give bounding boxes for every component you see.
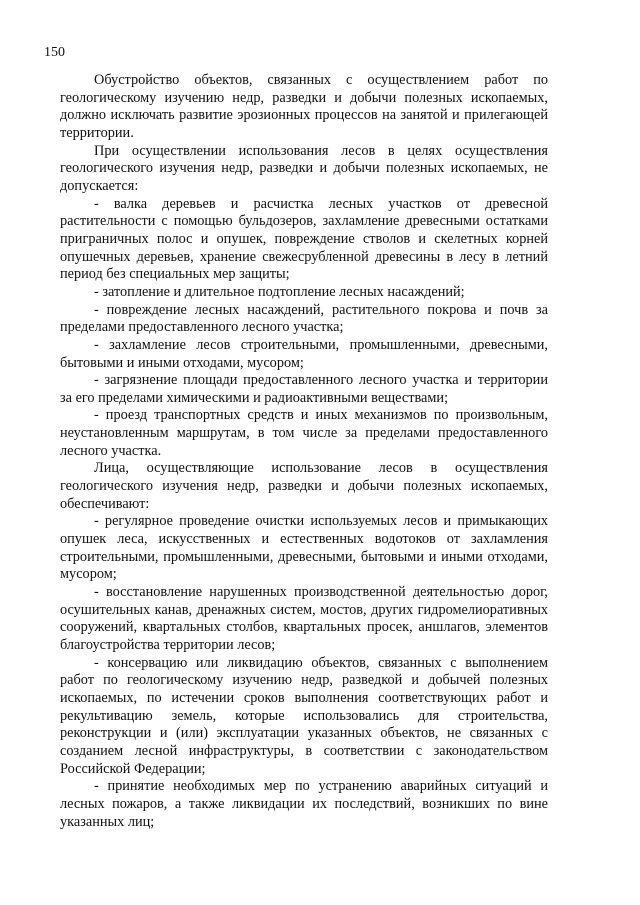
list-item-emergency-measures: - принятие необходимых мер по устранению аварийных ситуаций и лесных пожаров, а также ликвидации их последствий, возникших по вине указанных лиц; xyxy=(60,778,548,830)
document-body xyxy=(60,72,548,831)
list-item-pollution: - загрязнение площади предоставленного лесного участка и территории за его пределами химическими и радиоактивными веществами; xyxy=(60,372,548,406)
list-item-restoration: - восстановление нарушенных производственной деятельностью дорог, осушительных канав, дренажных систем, мостов, других гидромелиоративных сооружений, квартальных столбов, квартальных просек, аншлагов, элементов благоустройства территории лесов; xyxy=(60,584,548,653)
list-item-vegetation-damage: - повреждение лесных насаждений, растительного покрова и почв за пределами предоставленного лесного участка; xyxy=(60,301,548,336)
list-item-flooding: - затопление и длительное подтопление лесных насаждений; xyxy=(94,283,465,300)
list-item-tree-felling: - валка деревьев и расчистка лесных участков от древесной растительности с помощью бульдозеров, захламление древесными остатками приграничных полос и опушек, повреждение стволов и скелетных корней опушечных деревьев, хранение свежесрубленной древесины в лесу в летний период без специальных мер защиты; xyxy=(60,195,548,283)
page-number: 150 xyxy=(44,45,65,60)
paragraph-not-allowed-intro: При осуществлении использования лесов в целях осуществления геологического изучения недр, разведки и добычи полезных ископаемых, не допускается: xyxy=(60,142,548,194)
list-item-cleaning: - регулярное проведение очистки используемых лесов и примыкающих опушек леса, искусственных и естественных водотоков от захламления строительными, промышленными, древесными, бытовыми и иными отходами, мусором; xyxy=(60,513,548,583)
paragraph-objects-arrangement: Обустройство объектов, связанных с осуществлением работ по геологическому изучению недр, разведки и добычи полезных ископаемых, должно исключать развитие эрозионных процессов на занятой и прилегающей территории. xyxy=(60,72,548,141)
paragraph-obligations-intro: Лица, осуществляющие использование лесов в осуществления геологического изучения недр, разведки и добычи полезных ископаемых, обеспечивают: xyxy=(60,460,548,512)
list-item-littering: - захламление лесов строительными, промышленными, древесными, бытовыми и иными отходами, мусором; xyxy=(60,336,548,371)
list-item-conservation: - консервацию или ликвидацию объектов, связанных с выполнением работ по геологическому изучению недр, разведкой и добычей полезных ископаемых, по истечении сроков выполнения соответствующих работ и рекультивацию земель, которые использовались для строительства, реконструкции и (или) эксплуатации указанных объектов, не связанных с созданием лесной инфраструктуры, в соответствии с законодательством Российской Федерации; xyxy=(60,654,548,777)
list-item-vehicle-passage: - проезд транспортных средств и иных механизмов по произвольным, неустановленным маршрутам, в том числе за пределами предоставленного лесного участка. xyxy=(60,407,548,459)
